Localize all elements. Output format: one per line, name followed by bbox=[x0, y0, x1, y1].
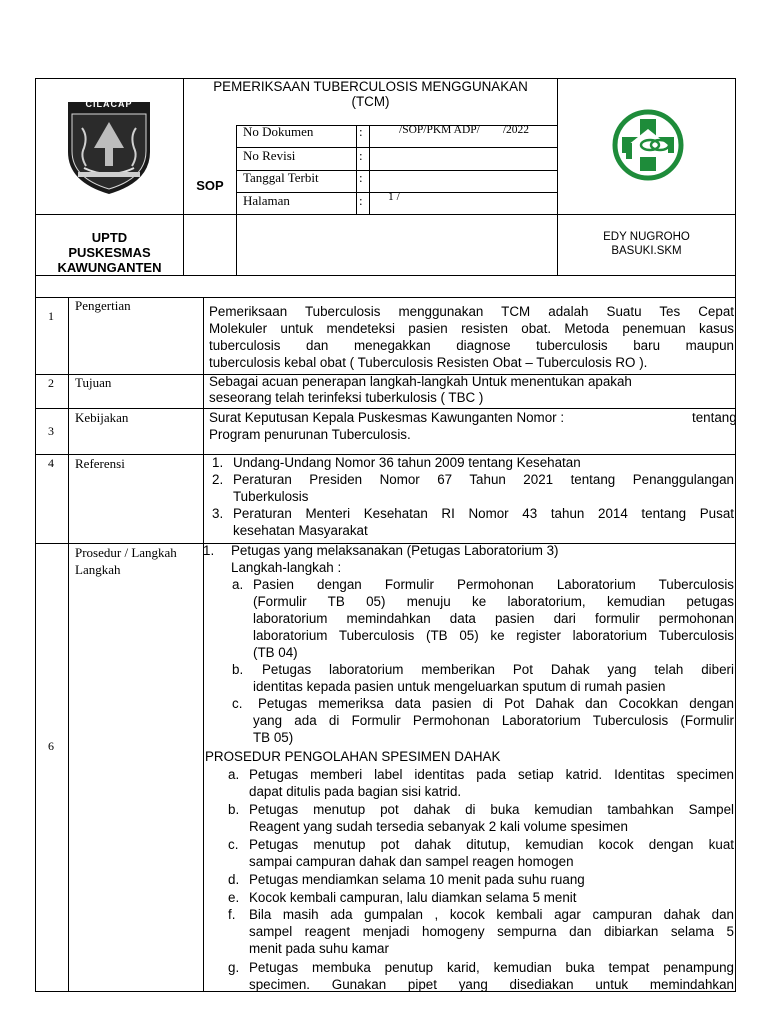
step-line: sampai campuran dahak dan sampel reagen homogen bbox=[249, 854, 574, 869]
pengertian-line: Pemeriksaan Tuberculosis menggunakan TCM adalah Suatu Tes Cepat bbox=[209, 304, 734, 319]
referensi-item-line: Tuberkulosis bbox=[233, 489, 309, 504]
referensi-item-line: kesehatan Masyarakat bbox=[233, 523, 368, 538]
prosedur-label-line-2: Langkah bbox=[75, 562, 121, 577]
step-line: Petugas mendiamkan selama 10 menit pada suhu ruang bbox=[249, 872, 585, 887]
meta-label-tanggal-terbit: Tanggal Terbit bbox=[243, 170, 319, 185]
step-letter: a. bbox=[228, 767, 240, 782]
step-line: Petugas membuka penutup karid, kemudian buka tempat penampung bbox=[249, 960, 734, 975]
cilacap-emblem bbox=[66, 96, 152, 196]
head-name bbox=[558, 230, 735, 258]
row-label-pengertian: Pengertian bbox=[75, 298, 131, 313]
meta-sep: : bbox=[359, 124, 363, 139]
pengertian-line: tuberculosis dan menegakkan diagnose tuberculosis baru maupun bbox=[209, 338, 734, 353]
step-letter: c. bbox=[228, 837, 239, 852]
meta-value-halaman: 1 / bbox=[388, 191, 400, 203]
head-name-line-1: EDY NUGROHO bbox=[603, 231, 690, 243]
step-letter: a. bbox=[232, 577, 244, 592]
step-line: dapat ditulis pada bagian sisi katrid. bbox=[249, 784, 462, 799]
row-label-tujuan: Tujuan bbox=[75, 375, 112, 390]
step-line: sampel reagent menjadi homogeny sempurna dan dibiarkan selama 5 bbox=[249, 924, 734, 939]
tujuan-line: seseorang telah terinfeksi tuberkulosis ( TBC ) bbox=[209, 390, 484, 405]
step-letter: b. bbox=[232, 662, 244, 677]
step-line: laboratorium Tuberculosis (TB 05) ke register laboratorium Tuberculosis bbox=[253, 628, 734, 643]
step-line: specimen. Gunakan pipet yang disediakan untuk memindahkan bbox=[249, 977, 734, 991]
step-line: (Formulir TB 05) menuju ke laboratorium, kemudian petugas bbox=[253, 594, 734, 609]
prosedur-intro: Petugas yang melaksanakan (Petugas Laboratorium 3) bbox=[231, 543, 559, 558]
step-line: (TB 04) bbox=[253, 645, 298, 660]
puskesmas-logo bbox=[610, 105, 686, 185]
step-line: Pasien dengan Formulir Permohonan Laboratorium Tuberculosis bbox=[253, 577, 734, 592]
meta-sep: : bbox=[359, 193, 363, 208]
referensi-item-number: 2. bbox=[212, 472, 224, 487]
title-line-2: (TCM) bbox=[351, 94, 390, 109]
step-line: Reagent yang sudah tersedia sebanyak 2 kali volume spesimen bbox=[249, 819, 628, 834]
org-line-1: UPTD bbox=[91, 230, 128, 245]
title-line-1: PEMERIKSAAN TUBERCULOSIS MENGGUNAKAN bbox=[213, 79, 528, 94]
meta-sep: : bbox=[359, 148, 363, 163]
step-letter: c. bbox=[232, 696, 243, 711]
step-letter: g. bbox=[228, 960, 240, 975]
meta-value-no-dokumen: /SOP/PKM ADP/ /2022 bbox=[399, 124, 530, 136]
referensi-item-number: 1. bbox=[212, 455, 224, 470]
meta-label-halaman: Halaman bbox=[243, 193, 290, 208]
prosedur-number: 1. bbox=[203, 543, 215, 558]
row-number: 6 bbox=[48, 739, 54, 753]
prosedur-subheading: PROSEDUR PENGOLAHAN SPESIMEN DAHAK bbox=[205, 749, 501, 764]
row-number: 3 bbox=[48, 424, 54, 438]
row-number: 2 bbox=[48, 376, 54, 390]
step-line: Petugas laboratorium memberikan Pot Dahak yang telah diberi bbox=[262, 662, 734, 677]
row-label-referensi: Referensi bbox=[75, 456, 125, 471]
step-line: Kocok kembali campuran, lalu diamkan selama 5 menit bbox=[249, 890, 577, 905]
referensi-item-line: Peraturan Presiden Nomor 67 Tahun 2021 tentang Penanggulangan bbox=[233, 472, 734, 487]
row-label-kebijakan: Kebijakan bbox=[75, 410, 129, 425]
step-letter: d. bbox=[228, 872, 240, 887]
prosedur-label-line-1: Prosedur / Langkah bbox=[75, 545, 177, 560]
step-line: Petugas menutup pot dahak di buka kemudian tambahkan Sampel bbox=[249, 802, 734, 817]
head-name-line-2: BASUKI.SKM bbox=[611, 245, 682, 257]
step-line: yang ada di Formulir Permohonan Laboratorium Tuberculosis (Formulir bbox=[253, 713, 734, 728]
referensi-item-line: Undang-Undang Nomor 36 tahun 2009 tentang Kesehatan bbox=[233, 455, 581, 470]
step-line: identitas kepada pasien untuk mengeluarkan sputum di rumah pasien bbox=[253, 679, 666, 694]
step-line: Petugas menutup pot dahak ditutup, kemudian kocok dengan kuat bbox=[249, 837, 734, 852]
referensi-item-line: Peraturan Menteri Kesehatan RI Nomor 43 tahun 2014 tentang Pusat bbox=[233, 506, 734, 521]
pengertian-line: Molekuler untuk mendeteksi pasien resisten obat. Metoda penemuan kasus bbox=[209, 321, 734, 336]
page-title bbox=[184, 79, 557, 109]
meta-label-no-dokumen: No Dokumen bbox=[243, 124, 314, 139]
step-line: menit pada suhu kamar bbox=[249, 941, 389, 956]
prosedur-sub: Langkah-langkah : bbox=[231, 560, 342, 575]
step-line: laboratorium memindahkan data pasien dari formulir permohonan bbox=[253, 611, 734, 626]
tujuan-line: Sebagai acuan penerapan langkah-langkah Untuk menentukan apakah bbox=[209, 374, 632, 389]
referensi-item-number: 3. bbox=[212, 506, 224, 521]
emblem-label: CILACAP bbox=[85, 99, 133, 109]
row-number: 4 bbox=[48, 456, 54, 470]
meta-sep: : bbox=[359, 170, 363, 185]
kebijakan-line: Program penurunan Tuberculosis. bbox=[209, 427, 411, 442]
step-line: TB 05) bbox=[253, 730, 294, 745]
org-line-2: PUSKESMAS bbox=[68, 245, 151, 260]
step-letter: e. bbox=[228, 890, 240, 905]
meta-label-no-revisi: No Revisi bbox=[243, 148, 296, 163]
sop-label: SOP bbox=[196, 178, 224, 193]
kebijakan-line: Surat Keputusan Kepala Puskesmas Kawunganten Nomor : bbox=[209, 410, 565, 425]
step-line: Petugas memberi label identitas pada setiap katrid. Identitas specimen bbox=[249, 767, 734, 782]
org-line-3: KAWUNGANTEN bbox=[57, 260, 162, 275]
step-line: Petugas memeriksa data pasien di Pot Dahak dan Cocokkan dengan bbox=[258, 696, 734, 711]
row-label-prosedur bbox=[75, 544, 177, 578]
kebijakan-line: tentang bbox=[692, 410, 737, 425]
page-bottom-line bbox=[35, 991, 736, 992]
step-letter: f. bbox=[228, 907, 236, 922]
org-name bbox=[36, 230, 183, 275]
step-letter: b. bbox=[228, 802, 240, 817]
pengertian-line: tuberculosis kebal obat ( Tuberculosis Resisten Obat – Tuberculosis RO ). bbox=[209, 355, 648, 370]
step-line: Bila masih ada gumpalan , kocok kembali agar campuran dahak dan bbox=[249, 907, 734, 922]
row-number: 1 bbox=[48, 309, 54, 323]
